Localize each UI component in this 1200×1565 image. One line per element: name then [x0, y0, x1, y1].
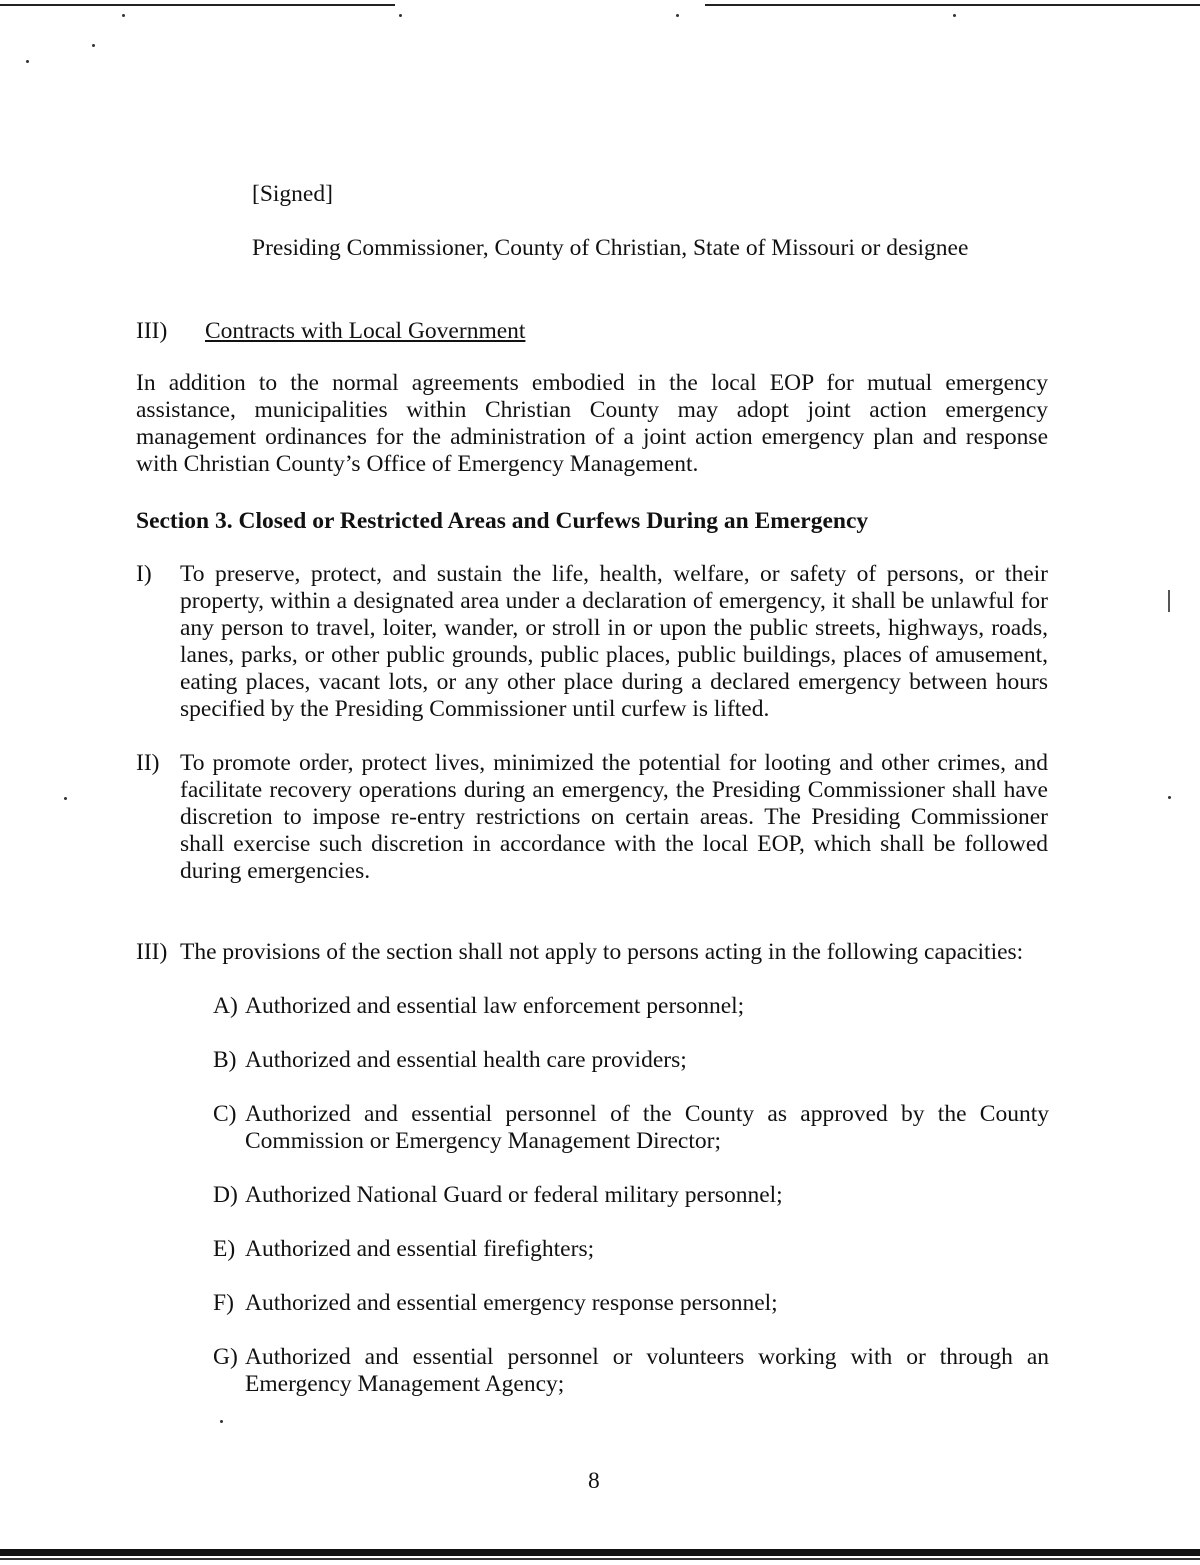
scan-speck [220, 1420, 223, 1423]
item-number: I) [136, 561, 152, 587]
scan-speck [122, 14, 125, 17]
exemption-text: Authorized and essential emergency response personnel; [245, 1290, 778, 1316]
scan-speck [26, 60, 29, 63]
signature-mark: [Signed] [252, 181, 333, 207]
exemption-letter: G) [213, 1344, 238, 1370]
exemption-letter: D) [213, 1182, 238, 1208]
section-heading: Section 3. Closed or Restricted Areas and Curfews During an Emergency [136, 508, 869, 534]
exemption-letter: F) [213, 1290, 234, 1316]
item-number: II) [136, 750, 160, 776]
scan-speck [676, 14, 679, 17]
item-number: III) [136, 939, 168, 965]
scan-speck [64, 797, 67, 800]
contracts-number: III) [136, 318, 168, 344]
exemption-letter: C) [213, 1101, 237, 1127]
scan-border-gap [395, 3, 705, 6]
exemption-letter: B) [213, 1047, 237, 1073]
signatory-title: Presiding Commissioner, County of Christian, State of Missouri or designee [252, 235, 969, 261]
scan-margin-mark [1168, 590, 1170, 612]
page-number: 8 [588, 1468, 600, 1494]
scan-border-bottom-secondary [0, 1558, 1200, 1560]
item-text: The provisions of the section shall not apply to persons acting in the following capacities: [180, 939, 1024, 965]
exemption-text: Authorized National Guard or federal military personnel; [245, 1182, 783, 1208]
scan-speck [953, 14, 956, 17]
exemption-text: Authorized and essential personnel of the County as approved by the County Commission or Emergency Management Director; [245, 1101, 1049, 1154]
exemption-text: Authorized and essential health care providers; [245, 1047, 687, 1073]
item-text: To promote order, protect lives, minimized the potential for looting and other crimes, and facilitate recovery operations during an emergency, the Presiding Commissioner shall have discretion to impose re-entry restrictions on certain areas. The Presiding Commissioner shall exercise such discretion in accordance with the local EOP, which shall be followed during emergencies. [180, 750, 1048, 884]
scan-speck [399, 14, 402, 17]
exemption-text: Authorized and essential personnel or volunteers working with or through an Emergency Management Agency; [245, 1344, 1049, 1397]
exemption-letter: A) [213, 993, 238, 1019]
item-text: To preserve, protect, and sustain the life, health, welfare, or safety of persons, or their property, within a designated area under a declaration of emergency, it shall be unlawful for any person to travel, loiter, wander, or stroll in or upon the public streets, highways, roads, lanes, parks, or other public grounds, public places, public buildings, places of amusement, eating places, vacant lots, or any other place during a declared emergency between hours specified by the Presiding Commissioner until curfew is lifted. [180, 561, 1048, 722]
exemption-text: Authorized and essential law enforcement personnel; [245, 993, 745, 1019]
scan-speck [92, 44, 95, 47]
scan-border-bottom [0, 1549, 1200, 1556]
exemption-text: Authorized and essential firefighters; [245, 1236, 595, 1262]
exemption-letter: E) [213, 1236, 236, 1262]
contracts-paragraph: In addition to the normal agreements embodied in the local EOP for mutual emergency assistance, municipalities within Christian County may adopt joint action emergency management ordinances for the administration of a joint action emergency plan and response with Christian County’s Office of Emergency Management. [136, 370, 1048, 477]
contracts-heading: Contracts with Local Government [205, 318, 526, 344]
scan-speck [1168, 796, 1171, 799]
